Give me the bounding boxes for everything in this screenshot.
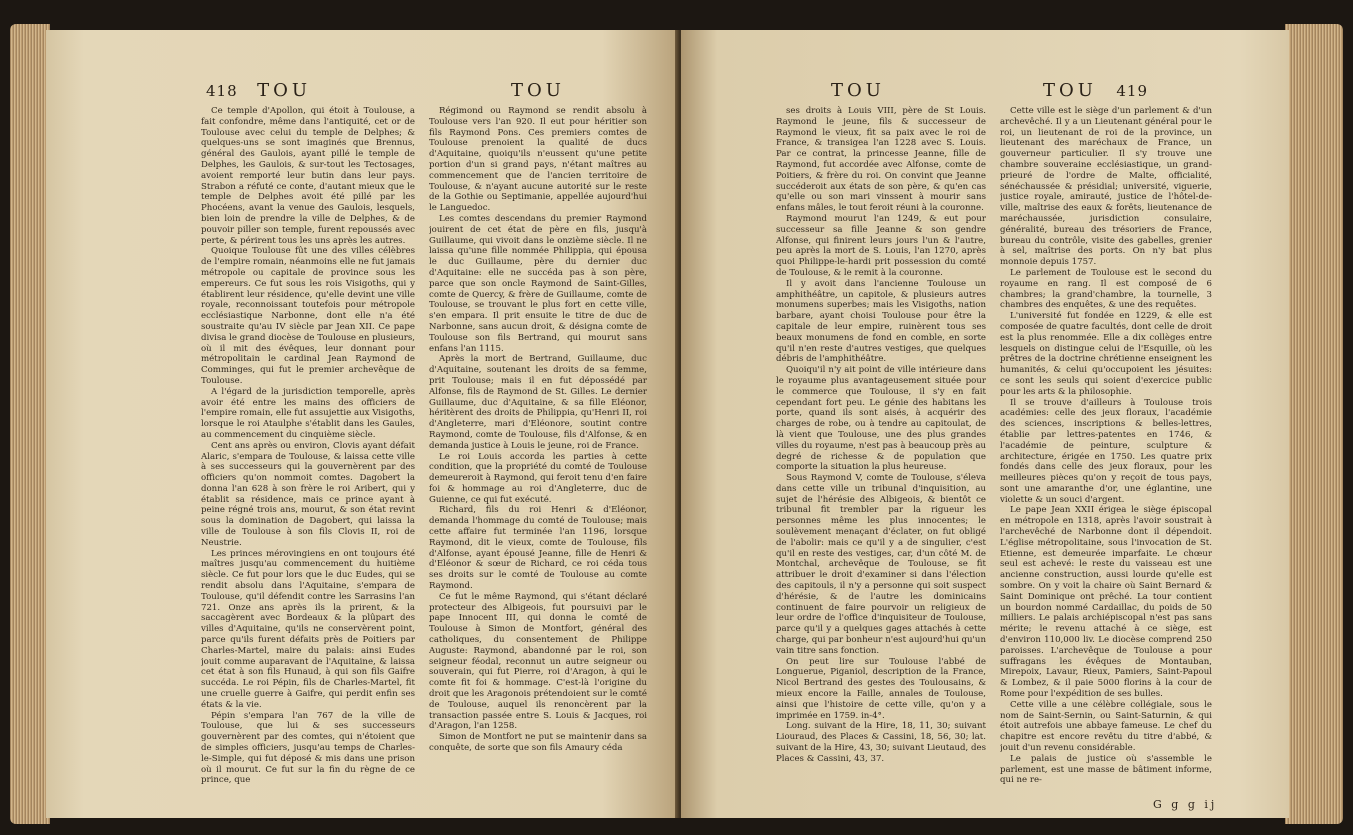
paragraph: Cent ans après ou environ, Clovis ayant défait Alaric, s'empara de Toulouse, & laissa cette ville à ses successeurs qui la gouvernèrent par des officiers qu'on nommoit comtes. Dagobert la donna l'an 628 à son frère le roi Aribert, qui y établit sa résidence, mais ce prince ayant à peine régné trois ans, mourut, & son état revint sous la domination de Dagobert, qui laissa la ville de Toulouse à son fils Clovis II, roi de Neustrie.	[201, 440, 415, 548]
left-page-column-1	[201, 106, 415, 814]
paragraph: Ce temple d'Apollon, qui étoit à Toulouse, a fait confondre, même dans l'antiquité, cet or de Toulouse avec celui du temple de Delphes; & quelques-uns se sont imaginés que Brennus, général des Gaulois, ayant pillé le temple de Delphes, les Gaulois, & sur-tout les Tectosages, avoient remporté leur butin dans leur pays. Strabon a réfuté ce conte, d'autant mieux que le temple de Delphes avoit été pillé par les Phocéens, avant la venue des Gaulois, lesquels, bien loin de prendre la ville de Delphes, & de pouvoir piller son temple, furent repoussés avec perte, & périrent tous les uns après les autres.	[201, 106, 415, 246]
paragraph: Régimond ou Raymond se rendit absolu à Toulouse vers l'an 920. Il eut pour héritier son fils Raymond Pons. Ces premiers comtes de Toulouse prenoient la qualité de ducs d'Aquitaine, quoiqu'ils n'eussent qu'une petite portion d'un si grand pays, n'étant maîtres au commencement que de l'ancien territoire de Toulouse, & n'ayant aucune autorité sur le reste de la Gothie ou Septimanie, appellée aujourd'hui le Languedoc.	[429, 106, 647, 214]
running-head-left: TOU	[831, 80, 885, 101]
paragraph: Le pape Jean XXII érigea le siège épiscopal en métropole en 1318, après l'avoir soustrait à l'archevêché de Narbonne dont il dépendoit. L'église métropolitaine, sous l'invocation de St. Etienne, est demeurée imparfaite. Le chœur seul est achevé: le reste du vaisseau est une ancienne construction, aussi lourde qu'elle est sombre. On y voit la chaire où Saint Bernard & Saint Dominique ont prêché. La tour contient un bourdon nommé Cardaillac, du poids de 50 milliers. Le palais archiépiscopal n'est pas sans mérite; le revenu attaché à ce siège, est d'environ 110,000 liv. Le diocèse comprend 250 paroisses. L'archevêque de Toulouse a pour suffragans les évêques de Montauban, Mirepoix, Lavaur, Rieux, Pamiers, Saint-Papoul & Lombez, & il paie 5000 florins à la cour de Rome pour l'expédition de ses bulles.	[1000, 505, 1212, 700]
left-page	[46, 30, 678, 818]
page-number-419: 419	[1116, 82, 1149, 100]
paragraph: Le parlement de Toulouse est le second du royaume en rang. Il est composé de 6 chambres; la grand'chambre, la tournelle, 3 chambres des enquêtes, & une des requêtes.	[1000, 267, 1212, 311]
running-head-left: TOU	[257, 80, 312, 101]
paragraph: Simon de Montfort ne put se maintenir dans sa conquête, de sorte que son fils Amaury céda	[429, 732, 647, 754]
paragraph: Quoiqu'il n'y ait point de ville intérieure dans le royaume plus avantageusement située pour le commerce que Toulouse, il s'y en fait cependant fort peu. Le génie des habitans les porte, quand ils sont aisés, à acquérir des charges de robe, ou à tendre au capitoulat, de là vient que Toulouse, une des plus grandes villes du royaume, n'est pas à beaucoup près au degré de richesse & de population que comporte la situation la plus heureuse.	[776, 365, 986, 473]
paragraph: Le palais de justice où s'assemble le parlement, est une masse de bâtiment informe, qui ne re-	[1000, 753, 1212, 786]
paragraph: Après la mort de Bertrand, Guillaume, duc d'Aquitaine, soutenant les droits de sa femme, prit Toulouse; mais il en fut dépossédé par Alfonse, fils de Raymond de St. Gilles. Le dernier Guillaume, duc d'Aquitaine, & sa fille Eléonor, héritèrent des droits de Philippia, qu'Henri II, roi d'Angleterre, mari d'Eléonore, soutint contre Raymond, comte de Toulouse, fils d'Alfonse, & en demanda justice à Louis le jeune, roi de France.	[429, 354, 647, 451]
right-page-header	[1043, 80, 1148, 101]
open-book	[10, 24, 1343, 824]
paragraph: Cette ville a une célèbre collégiale, sous le nom de Saint-Sernin, ou Saint-Saturnin, & qui étoit autrefois une abbaye fameuse. Le chef du chapitre est encore revêtu du titre d'abbé, & jouit d'un revenu considérable.	[1000, 699, 1212, 754]
paragraph: Long. suivant de la Hire, 18, 11, 30; suivant Liouraud, des Places & Cassini, 18, 56, 30; lat. suivant de la Hire, 43, 30; suivant Lieutaud, des Places & Cassini, 43, 37.	[776, 721, 986, 764]
paragraph: Sous Raymond V, comte de Toulouse, s'éleva dans cette ville un tribunal d'inquisition, au sujet de l'hérésie des Albigeois, & bientôt ce tribunal fit trembler par la rigueur les personnes même les plus innocentes; le soulèvement menaçant d'éclater, on fut obligé de l'abolir: mais ce qu'il y a de singulier, c'est qu'il en reste des vestiges, car, d'un côté M. de Montchal, archevêque de Toulouse, se fit attribuer le droit d'examiner si dans l'élection des capitouls, il n'y a personne qui soit suspect d'hérésie, & de l'autre les dominicains continuent de faire pourvoir un religieux de leur ordre de l'office d'inquisiteur de Toulouse, parce qu'il y a quelques gages attachés à cette charge, qui par bonheur n'est aujourd'hui qu'un vain titre sans fonction.	[776, 473, 986, 656]
left-page-header	[206, 80, 311, 101]
right-page-column-2	[1000, 106, 1212, 796]
page-number-418: 418	[206, 82, 238, 100]
paragraph: Le roi Louis accorda les parties à cette condition, que la propriété du comté de Toulouse demeureroit à Raymond, qui feroit tenu d'en faire foi & hommage au roi d'Angleterre, duc de Guienne, ce qui fut exécuté.	[429, 451, 647, 505]
paragraph: ses droits à Louis VIII, père de St Louis. Raymond le jeune, fils & successeur de Raymond le vieux, fit sa paix avec le roi de France, & transigea l'an 1228 avec S. Louis. Par ce contrat, la princesse Jeanne, fille de Raymond, fut accordée avec Alfonse, comte de Poitiers, & frère du roi. On convint que Jeanne succéderoit aux états de son père, & qu'en cas qu'elle ou son mari vinssent à mourir sans enfans mâles, le tout feroit réuni à la couronne.	[776, 106, 986, 214]
paragraph: Quoique Toulouse fût une des villes célèbres de l'empire romain, néanmoins elle ne fut jamais métropole ou capitale de province sous les empereurs. Ce fut sous les rois Visigoths, qui y établirent leur résidence, qu'elle devint une ville royale, reconnoissant toutefois pour métropole ecclésiastique Narbonne, dont elle n'a été soustraite qu'au IV siècle par Jean XII. Ce pape divisa le grand diocèse de Toulouse en plusieurs, où il mit des évêques, leur donnant pour métropolitain le cardinal Jean Raymond de Comminges, qui fut le premier archevêque de Toulouse.	[201, 246, 415, 386]
paragraph: Pépin s'empara l'an 767 de la ville de Toulouse, que lui & ses successeurs gouvernèrent par des comtes, qui n'étoient que de simples officiers, jusqu'au temps de Charles-le-Simple, qui fut déposé & mis dans une prison où il mourut. Ce fut sur la fin du règne de ce prince, que	[201, 710, 415, 786]
right-page-edges	[1285, 24, 1343, 824]
paragraph: Il se trouve d'ailleurs à Toulouse trois académies: celle des jeux floraux, l'académie des sciences, inscriptions & belles-lettres, établie par lettres-patentes en 1746, & l'académie de peinture, sculpture & architecture, érigée en 1750. Les quatre prix fondés dans celle des jeux floraux, pour les meilleures pièces qu'on y reçoit de tous pays, sont une amaranthe d'or, une églantine, une violette & un souci d'argent.	[1000, 397, 1212, 505]
left-page-column-2	[429, 106, 647, 814]
running-head-right: TOU	[1043, 80, 1097, 101]
paragraph: Richard, fils du roi Henri & d'Eléonor, demanda l'hommage du comté de Toulouse; mais cette affaire fut terminée l'an 1196, lorsque Raymond, dit le vieux, comte de Toulouse, fils d'Alfonse, ayant épousé Jeanne, fille de Henri & d'Eléonor & sœur de Richard, ce roi céda tous ses droits sur le comté de Toulouse au comte Raymond.	[429, 505, 647, 592]
signature-mark: G g g ij	[1153, 798, 1218, 811]
paragraph: Raymond mourut l'an 1249, & eut pour successeur sa fille Jeanne & son gendre Alfonse, qui finirent leurs jours l'un & l'autre, peu après la mort de S. Louis, l'an 1270, après quoi Philippe-le-hardi prit possession du comté de Toulouse, & le remit à la couronne.	[776, 213, 986, 278]
paragraph: A l'égard de la jurisdiction temporelle, après avoir été entre les mains des officiers de l'empire romain, elle fut assujettie aux Visigoths, lorsque le roi Ataulphe s'établit dans les Gaules, au commencement du cinquième siècle.	[201, 386, 415, 440]
paragraph: L'université fut fondée en 1229, & elle est composée de quatre facultés, dont celle de droit est la plus renommée. Elle a dix collèges entre lesquels on distingue celui de l'Esquille, où les prêtres de la doctrine chrétienne enseignent les humanités, & celui qu'occupoient les jésuites: ce sont les seuls qui soient d'exercice public pour les arts & la philosophie.	[1000, 311, 1212, 397]
paragraph: Ce fut le même Raymond, qui s'étant déclaré protecteur des Albigeois, fut poursuivi par le pape Innocent III, qui donna le comté de Toulouse à Simon de Montfort, général des catholiques, du consentement de Philippe Auguste: Raymond, abandonné par le roi, son seigneur féodal, reconnut un autre seigneur ou souverain, qui fut Pierre, roi d'Aragon, à qui le comte fit foi & hommage. C'est-là l'origine du droit que les Aragonois prétendoient sur le comté de Toulouse, auquel ils renoncèrent par la transaction passée entre S. Louis & Jacques, roi d'Aragon, l'an 1258.	[429, 591, 647, 732]
paragraph: Les princes mérovingiens en ont toujours été maîtres jusqu'au commencement du huitième siècle. Ce fut pour lors que le duc Eudes, qui se rendit absolu dans l'Aquitaine, s'empara de Toulouse, qu'il défendit contre les Sarrasins l'an 721. Onze ans après ils la prirent, & la saccagèrent avec Bordeaux & la plûpart des villes d'Aquitaine, qu'ils ne conservèrent point, parce qu'ils furent défaits près de Poitiers par Charles-Martel, maire du palais: ainsi Eudes jouit comme auparavant de l'Aquitaine, & laissa cet état à son fils Hunaud, à qui son fils Gaifre succéda. Le roi Pépin, fils de Charles-Martel, fit une cruelle guerre à Gaifre, qui perdit enfin ses états & la vie.	[201, 548, 415, 710]
right-page-column-1	[776, 106, 986, 814]
paragraph: Cette ville est le siège d'un parlement & d'un archevêché. Il y a un Lieutenant général pour le roi, un lieutenant de roi de la province, un lieutenant des maréchaux de France, un gouverneur particulier. Il s'y trouve une chambre souveraine ecclésiastique, un grand-prieuré de l'ordre de Malte, officialité, sénéchaussée & présidial; université, viguerie, justice royale, amirauté, justice de l'hôtel-de-ville, maîtrise des eaux & forêts, lieutenance de maréchaussée, jurisdiction consulaire, généralité, bureau des trésoriers de France, bureau du contrôle, visite des gabelles, grenier à sel, maîtrise des ports. On n'y bat plus monnoie depuis 1757.	[1000, 106, 1212, 268]
running-head-right: TOU	[511, 80, 565, 101]
right-page	[681, 30, 1289, 818]
paragraph: Les comtes descendans du premier Raymond jouirent de cet état de père en fils, jusqu'à Guillaume, qui vivoit dans le onzième siècle. Il ne laissa qu'une fille nommée Philippia, qui épousa le duc Guillaume, père du dernier duc d'Aquitaine: elle ne succéda pas à son père, parce que son oncle Raymond de Saint-Gilles, comte de Quercy, & frère de Guillaume, comte de Toulouse, se trouvant le plus fort en cette ville, s'en empara. Il prit ensuite le titre de duc de Narbonne, sans aucun droit, & désigna comte de Toulouse son fils Bertrand, qui mourut sans enfans l'an 1115.	[429, 213, 647, 354]
paragraph: On peut lire sur Toulouse l'abbé de Longuerue, Piganiol, description de la France, Nicol Bertrand des gestes des Toulousains, & mieux encore la Faille, annales de Toulouse, ainsi que l'histoire de cette ville, qu'on y a imprimée en 1759. in-4°.	[776, 656, 986, 721]
paragraph: Il y avoit dans l'ancienne Toulouse un amphithéâtre, un capitole, & plusieurs autres monumens superbes; mais les Visigoths, nation barbare, ayant choisi Toulouse pour être la capitale de leur empire, ruinèrent tous ses beaux monumens de fond en comble, en sorte qu'il n'en reste d'autres vestiges, que quelques débris de l'amphithéâtre.	[776, 278, 986, 365]
left-page-edges	[10, 24, 50, 824]
